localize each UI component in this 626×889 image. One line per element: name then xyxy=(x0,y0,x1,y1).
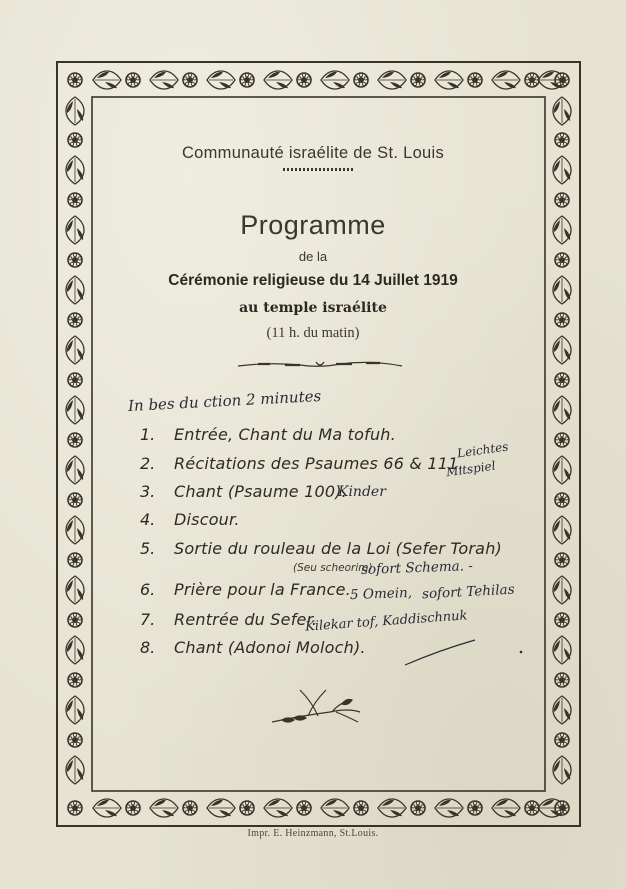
temple-line: au temple israélite xyxy=(239,300,387,316)
list-item-number: 7. xyxy=(140,610,156,629)
list-item-text: Entrée, Chant du Ma tofuh. xyxy=(174,425,396,444)
handwritten-note-item2-a: Leichtes xyxy=(456,439,510,461)
handwritten-stroke xyxy=(405,640,475,665)
floral-ornament xyxy=(272,690,360,722)
community-name: Communauté israélite de St. Louis xyxy=(181,144,445,162)
list-item-number: 2. xyxy=(140,454,156,473)
list-item-text: Chant (Psaume 100). xyxy=(174,482,347,501)
time-line: (11 h. du matin) xyxy=(266,325,360,341)
flourish-divider xyxy=(238,362,402,366)
list-item-number: 1. xyxy=(140,425,156,444)
handwritten-note-item5: sofort Schema. - xyxy=(360,558,474,578)
border-left-band xyxy=(66,97,84,784)
handwritten-dot xyxy=(520,651,523,654)
handwritten-note-item2-b: Mitspiel xyxy=(445,458,497,480)
handwritten-note-top: In bes du ction 2 minutes xyxy=(127,386,322,416)
list-item-text: Discour. xyxy=(174,510,240,529)
list-item-number: 6. xyxy=(140,580,156,599)
ceremony-title: Cérémonie religieuse du 14 Juillet 1919 xyxy=(168,272,458,289)
handwritten-note-item3: Kinder xyxy=(338,484,386,500)
handwritten-note-item6-b: sofort Tehilas xyxy=(421,581,515,603)
list-item-text: Rentrée du Sefer. xyxy=(174,610,318,629)
border-bottom-band xyxy=(68,799,569,817)
handwritten-note-item7: Kilekar tof, Kaddischnuk xyxy=(304,608,468,635)
list-item-text: Chant (Adonoi Moloch). xyxy=(174,638,366,657)
printer-imprint: Impr. E. Heinzmann, St.Louis. xyxy=(247,828,379,839)
list-item-number: 8. xyxy=(140,638,156,657)
border-top-band xyxy=(68,71,569,89)
dotted-rule xyxy=(283,168,355,171)
list-item-number: 4. xyxy=(140,510,156,529)
border-right-band xyxy=(553,97,571,784)
list-item-text: Sortie du rouleau de la Loi (Sefer Torah) xyxy=(174,539,502,558)
list-item-number: 5. xyxy=(140,539,156,558)
subtitle-de-la: de la xyxy=(298,249,328,264)
page-title: Programme xyxy=(240,210,386,240)
list-item-number: 3. xyxy=(140,482,156,501)
handwritten-note-item6-a: 5 Omein, xyxy=(349,584,413,604)
list-item-text: Récitations des Psaumes 66 & 111. xyxy=(174,454,464,473)
list-item-subnote: (Seu scheorim) xyxy=(293,562,373,574)
list-item-text: Prière pour la France. xyxy=(174,580,351,599)
